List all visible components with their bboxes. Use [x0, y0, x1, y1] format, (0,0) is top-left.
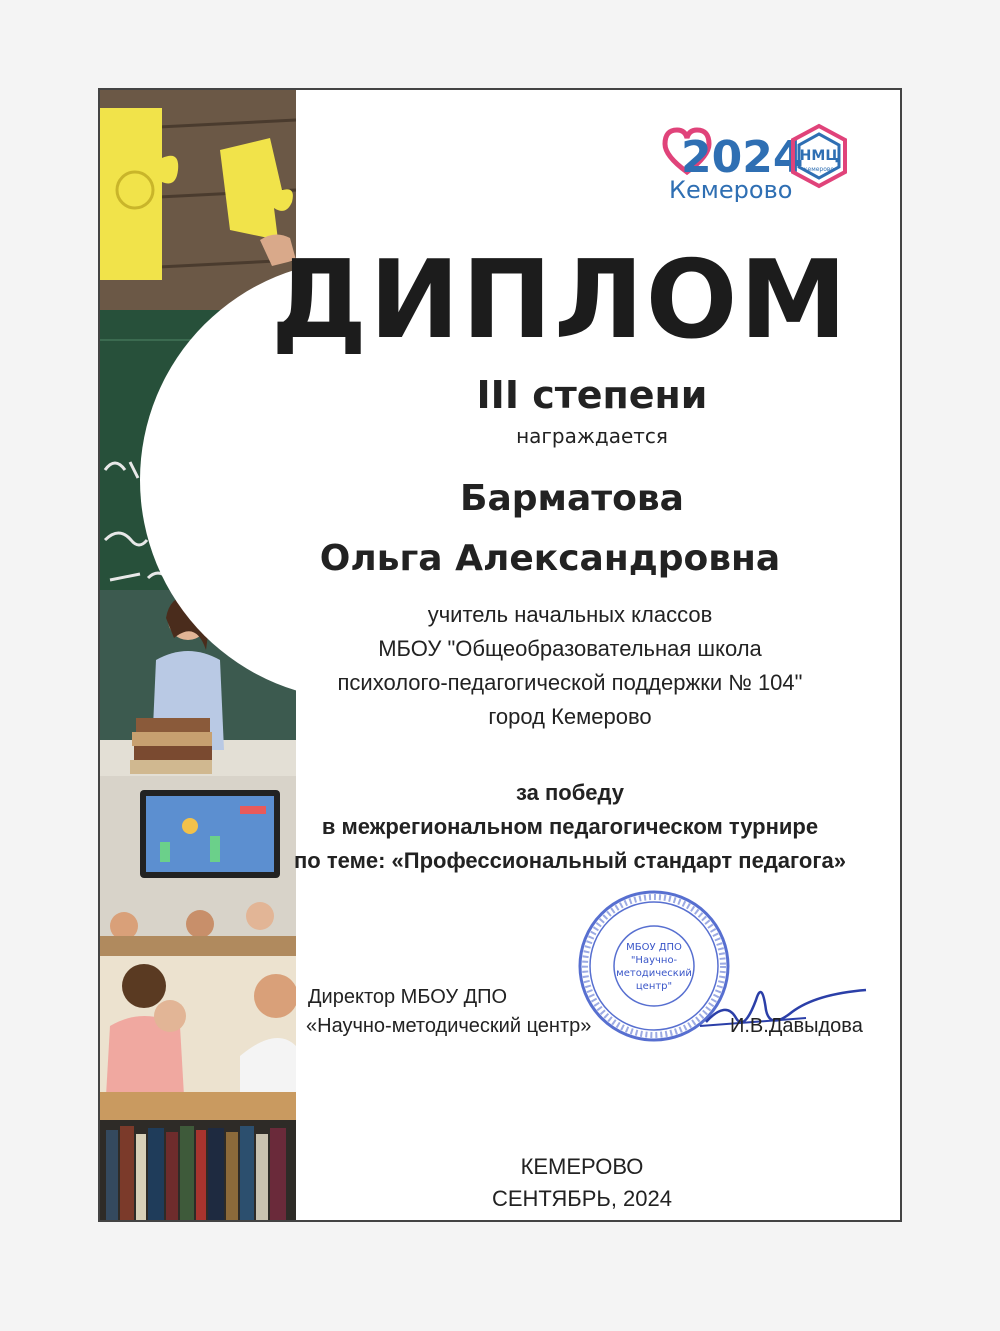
- footer-date: СЕНТЯБРЬ, 2024: [491, 1186, 672, 1211]
- signatory-title-line2: «Научно-методический центр»: [306, 1015, 592, 1037]
- reason-line: по теме: «Профессиональный стандарт педагога»: [294, 848, 846, 873]
- diploma-title: ДИПЛОМ: [271, 238, 849, 363]
- recipient-name: Ольга Александровна: [319, 538, 781, 579]
- logo-city: Кемерово: [669, 176, 793, 202]
- classroom-photo: [100, 956, 296, 1120]
- position-line: психолого-педагогической поддержки № 104": [337, 670, 803, 695]
- stamp-line: методический: [616, 968, 692, 979]
- logo-badge-sub: кемерово: [803, 166, 835, 173]
- reason-line: в межрегиональном педагогическом турнире: [321, 814, 819, 839]
- position-line: учитель начальных классов: [427, 602, 713, 627]
- logo-badge: НМЦ: [799, 148, 839, 164]
- stamp-line: центр": [635, 981, 673, 992]
- diploma-page: [98, 88, 902, 1222]
- stamp-line: "Научно-: [630, 955, 678, 966]
- position-line: город Кемерово: [488, 704, 652, 729]
- event-logo: [655, 122, 855, 202]
- recipient-surname: Барматова: [460, 478, 684, 519]
- signatory-name: И.В.Давыдова: [730, 1015, 863, 1037]
- bookshelf-photo: [100, 1120, 296, 1222]
- interactive-board-photo: [100, 776, 296, 956]
- awarded-label: награждается: [516, 424, 668, 448]
- logo-year: 2024: [681, 132, 804, 183]
- diploma-degree: III степени: [476, 373, 708, 417]
- signatory-title-line1: Директор МБОУ ДПО: [308, 986, 508, 1008]
- stamp-line: МБОУ ДПО: [626, 942, 682, 953]
- position-line: МБОУ "Общеобразовательная школа: [378, 636, 762, 661]
- footer-city: КЕМЕРОВО: [520, 1154, 644, 1179]
- puzzle-photo: [100, 90, 296, 310]
- reason-line: за победу: [515, 780, 624, 805]
